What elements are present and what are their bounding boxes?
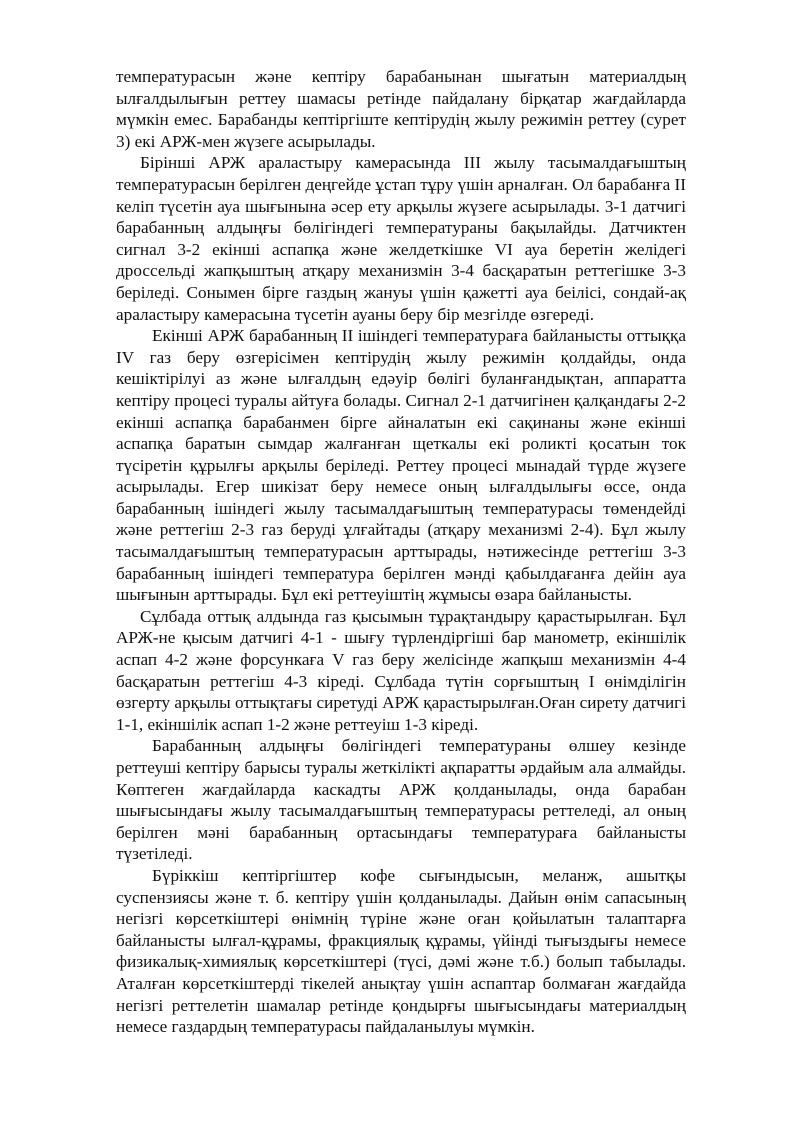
paragraph-6: Бүріккіш кептіргіштер кофе сығындысын, меланж, ашытқы суспензиясы және т. б. кептіру үшін қолданылады. Дайын өнім сапасының негізгі көрсеткіштері өнімнің түріне және оған қойылатын талаптарға байланысты ылғал-құрамы, фракциялық құрамы, үйінді тығыздығы немесе физикалық-химиялық көрсеткіштері (түсі, дәмі және т.б.) болып табылады. Аталған көрсеткіштерді тікелей анықтау үшін аспаптар болмаған жағдайда негізгі реттелетін шамалар ретінде қондырғы шығысындағы материалдың немесе газдардың температурасы пайдаланылуы мүмкін.	[116, 865, 686, 1037]
paragraph-4: Сұлбада оттық алдында газ қысымын тұрақтандыру қарастырылған. Бұл АРЖ-не қысым датчигі 4-1 - шығу түрлендіргіші бар манометр, екіншілік аспап 4-2 және форсункаға V газ беру желісінде жапқыш механизмін 4-4 басқаратын реттегіш 4-3 кіреді. Сұлбада түтін сорғыштың І өнімділігін өзгерту арқылы оттықтағы сиретуді АРЖ қарастырылған.Оған сирету датчигі 1-1, екіншілік аспап 1-2 және реттеуіш 1-3 кіреді.	[116, 606, 686, 734]
paragraph-1: температурасын және кептіру барабанынан шығатын материалдың ылғалдылығын реттеу шамасы ретінде пайдалану бірқатар жағдайларда мүмкін емес. Барабанды кептіргіште кептірудің жылу режимін реттеу (сурет 3) екі АРЖ-мен жүзеге асырылады.	[116, 67, 686, 151]
paragraph-5: Барабанның алдыңғы бөлігіндегі температураны өлшеу кезінде реттеуші кептіру барысы туралы жеткілікті ақпаратты әрдайым ала алмайды. Көптеген жағдайларда каскадты АРЖ қолданылады, онда барабан шығысындағы жылу тасымалдағыштың температурасы реттеледі, ал оның берілген мәні барабанның ортасындағы температураға байланысты түзетіледі.	[116, 736, 686, 864]
document-page	[116, 66, 686, 1038]
paragraph-2: Бірінші АРЖ араластыру камерасында ІІІ жылу тасымалдағыштың температурасын берілген деңгейде ұстап тұру үшін арналған. Ол барабанға ІІ келіп түсетін ауа шығынына әсер ету арқылы жүзеге асырылады. 3-1 датчигі барабанның алдыңғы бөлігіндегі температураны бақылайды. Датчиктен сигнал 3-2 екінші аспапқа және желдеткішке VI ауа беретін желідегі дроссельді жапқыштың атқару механизмін 3-4 басқаратын реттегішке 3-3 беріледі. Сонымен бірге газдың жануы үшін қажетті ауа беілісі, сондай-ақ араластыру камерасына түсетін ауаны беру бір мезгілде өзгереді.	[116, 153, 686, 324]
paragraph-3: Екінші АРЖ барабанның ІІ ішіндегі температураға байланысты оттыққа IV газ беру өзгерісімен кептірудің жылу режимін қолдайды, онда кешіктірілуі аз және ылғалдың едәуір бөлігі буланғандықтан, аппаратта кептіру процесі туралы айтуға болады. Сигнал 2-1 датчигінен қалқандағы 2-2 екінші аспапқа барабанмен бірге айналатын екі сақинаны және екінші аспапқа баратын сымдар жалғанған щеткалы екі роликті қосатын ток түсіретін құрылғы арқылы беріледі. Реттеу процесі мынадай түрде жүзеге асырылады. Егер шикізат беру немесе оның ылғалдылығы өссе, онда барабанның ішіндегі жылу тасымалдағыштың температурасы төмендейді және реттегіш 2-3 газ беруді ұлғайтады (атқару механизмі 2-4). Бұл жылу тасымалдағыштың температурасын арттырады, нәтижесінде реттегіш 3-3 барабанның ішіндегі температура берілген мәнді қабылдағанға дейін ауа шығынын арттырады. Бұл екі реттеуіштің жұмысы өзара байланысты.	[116, 326, 686, 605]
